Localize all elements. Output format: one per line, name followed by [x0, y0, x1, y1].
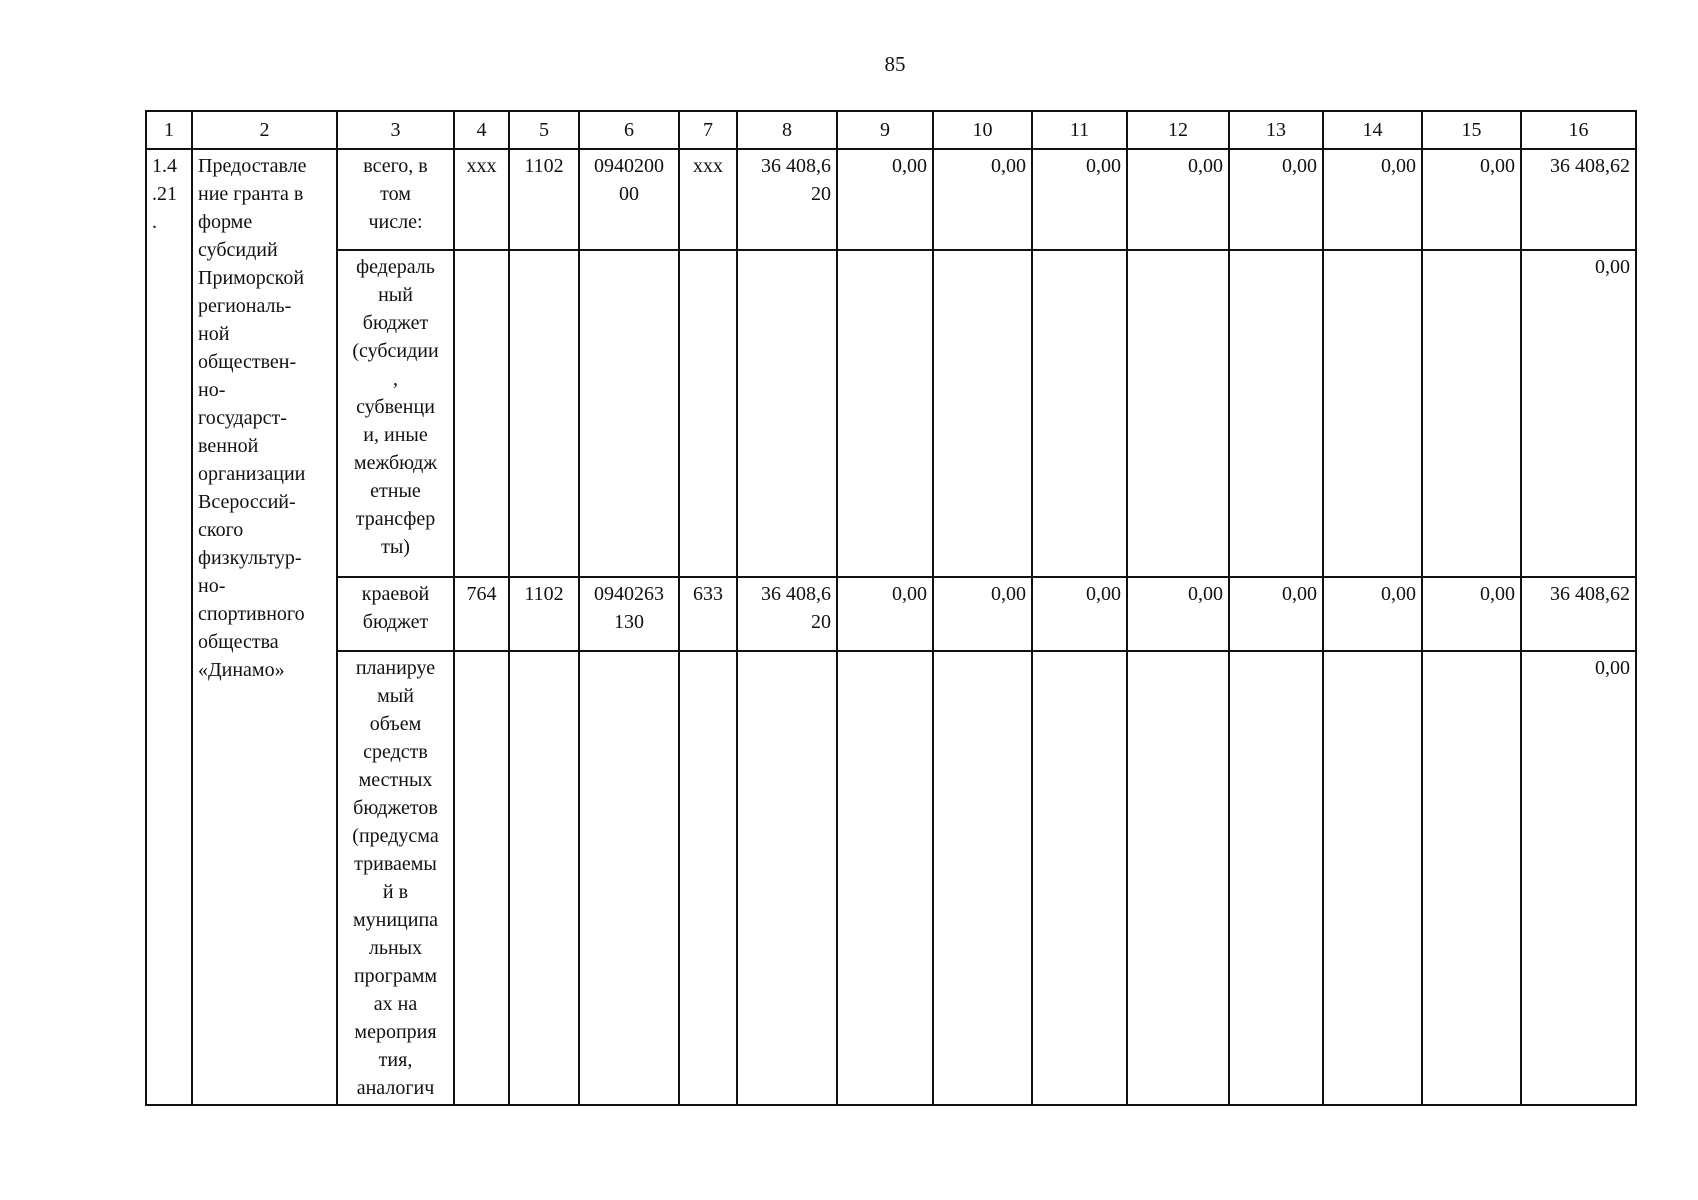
cell-col4: ххх	[454, 149, 509, 250]
cell-col6	[579, 651, 679, 1105]
item-name: Предоставле ние гранта в форме субсидий Приморской региональ- ной обществен- но- государст- венной организации Всероссий- ского физкультур- но- спортивного общества «Динамо»	[192, 149, 337, 1105]
header-cell-2: 2	[192, 111, 337, 149]
cell-col11: 0,00	[1032, 577, 1127, 651]
header-cell-6: 6	[579, 111, 679, 149]
header-cell-5: 5	[509, 111, 579, 149]
header-cell-16: 16	[1521, 111, 1636, 149]
source-cell: федераль ный бюджет (субсидии , субвенци и, иные межбюдж етные трансфер ты)	[337, 250, 454, 577]
cell-col16: 0,00	[1521, 250, 1636, 577]
cell-col7	[679, 250, 737, 577]
header-cell-4: 4	[454, 111, 509, 149]
cell-col8	[737, 651, 837, 1105]
cell-col7	[679, 651, 737, 1105]
budget-table	[145, 110, 1637, 1106]
cell-col7: ххх	[679, 149, 737, 250]
cell-col4: 764	[454, 577, 509, 651]
header-cell-14: 14	[1323, 111, 1422, 149]
cell-col9	[837, 651, 933, 1105]
cell-col12	[1127, 651, 1229, 1105]
header-cell-8: 8	[737, 111, 837, 149]
cell-col13: 0,00	[1229, 577, 1323, 651]
cell-col15	[1422, 651, 1521, 1105]
cell-col5	[509, 250, 579, 577]
cell-col7: 633	[679, 577, 737, 651]
cell-col4	[454, 250, 509, 577]
cell-col16: 36 408,62	[1521, 577, 1636, 651]
cell-col13	[1229, 250, 1323, 577]
header-cell-9: 9	[837, 111, 933, 149]
table-row-local	[146, 651, 1636, 1105]
cell-col6	[579, 250, 679, 577]
header-row	[146, 111, 1636, 149]
cell-col10: 0,00	[933, 577, 1032, 651]
cell-col9	[837, 250, 933, 577]
table-row-regional	[146, 577, 1636, 651]
cell-col15	[1422, 250, 1521, 577]
cell-col11: 0,00	[1032, 149, 1127, 250]
cell-col15: 0,00	[1422, 149, 1521, 250]
cell-col14: 0,00	[1323, 577, 1422, 651]
source-cell: всего, в том числе:	[337, 149, 454, 250]
cell-col14	[1323, 250, 1422, 577]
cell-col13	[1229, 651, 1323, 1105]
cell-col14: 0,00	[1323, 149, 1422, 250]
header-cell-7: 7	[679, 111, 737, 149]
cell-col4	[454, 651, 509, 1105]
header-cell-12: 12	[1127, 111, 1229, 149]
cell-col6: 0940263 130	[579, 577, 679, 651]
header-cell-15: 15	[1422, 111, 1521, 149]
cell-col8: 36 408,6 20	[737, 577, 837, 651]
header-cell-11: 11	[1032, 111, 1127, 149]
cell-col12	[1127, 250, 1229, 577]
cell-col8: 36 408,6 20	[737, 149, 837, 250]
cell-col16: 36 408,62	[1521, 149, 1636, 250]
cell-col10	[933, 250, 1032, 577]
page-number: 85	[884, 52, 906, 76]
cell-col8	[737, 250, 837, 577]
cell-col5	[509, 651, 579, 1105]
cell-col16: 0,00	[1521, 651, 1636, 1105]
cell-col14	[1323, 651, 1422, 1105]
header-cell-3: 3	[337, 111, 454, 149]
header-cell-10: 10	[933, 111, 1032, 149]
source-cell: планируе мый объем средств местных бюджетов (предусма триваемы й в муниципа льных программ ах на мероприя тия, аналогич	[337, 651, 454, 1105]
source-cell: краевой бюджет	[337, 577, 454, 651]
cell-col11	[1032, 651, 1127, 1105]
cell-col9: 0,00	[837, 577, 933, 651]
cell-col10: 0,00	[933, 149, 1032, 250]
header-cell-13: 13	[1229, 111, 1323, 149]
header-cell-1: 1	[146, 111, 192, 149]
cell-col10	[933, 651, 1032, 1105]
cell-col15: 0,00	[1422, 577, 1521, 651]
cell-col12: 0,00	[1127, 577, 1229, 651]
cell-col6: 0940200 00	[579, 149, 679, 250]
cell-col12: 0,00	[1127, 149, 1229, 250]
cell-col13: 0,00	[1229, 149, 1323, 250]
table-row-federal	[146, 250, 1636, 577]
table-row-total	[146, 149, 1636, 250]
cell-col11	[1032, 250, 1127, 577]
item-number: 1.4 .21 .	[146, 149, 192, 1105]
cell-col5: 1102	[509, 149, 579, 250]
cell-col9: 0,00	[837, 149, 933, 250]
cell-col5: 1102	[509, 577, 579, 651]
